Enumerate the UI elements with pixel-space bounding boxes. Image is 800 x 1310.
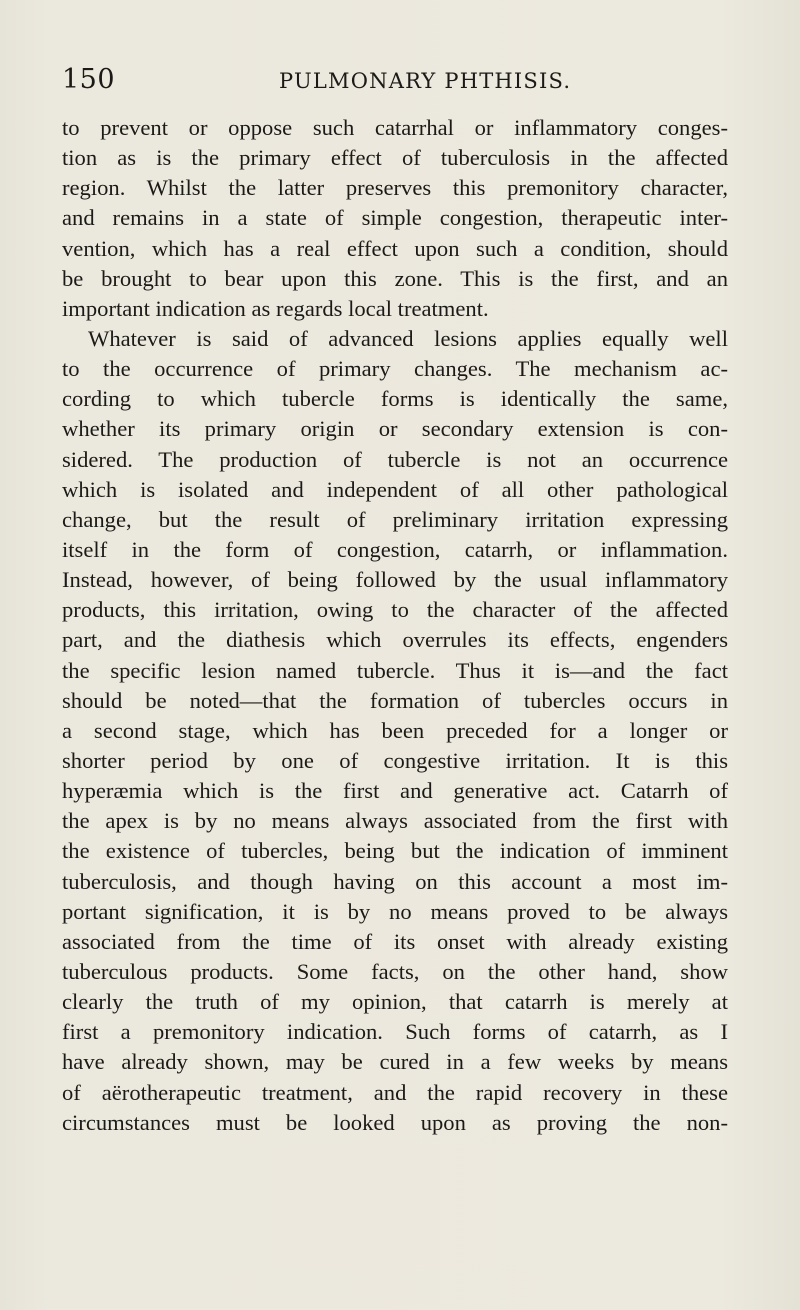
text-line: tuberculosis, and though having on this account a most im- [62, 868, 728, 894]
text-line: to the occurrence of primary changes. The mechanism ac- [62, 356, 728, 382]
text-line: products, this irritation, owing to the character of the affected [62, 597, 728, 623]
page-number: 150 [62, 64, 116, 95]
text-line: sidered. The production of tubercle is not an occurrence [62, 446, 728, 472]
text-line: itself in the form of congestion, catarrh, or inflammation. [62, 536, 728, 562]
text-line: region. Whilst the latter preserves this premonitory character, [62, 175, 728, 201]
text-line: hyperæmia which is the first and generative act. Catarrh of [62, 778, 728, 804]
running-head [62, 64, 722, 96]
text-line: should be noted—that the formation of tubercles occurs in [62, 687, 728, 713]
text-line: to prevent or oppose such catarrhal or inflammatory conges- [62, 115, 728, 140]
text-line: the apex is by no means always associated from the first with [62, 808, 728, 834]
text-line: and remains in a state of simple congestion, therapeutic inter- [62, 205, 728, 231]
text-line: the specific lesion named tubercle. Thus it is—and the fact [62, 657, 728, 683]
text-line: be brought to bear upon this zone. This is the first, and an [62, 265, 728, 291]
text-line: of aërotherapeutic treatment, and the rapid recovery in these [62, 1079, 728, 1105]
text-line: first a premonitory indication. Such forms of catarrh, as I [62, 1019, 728, 1045]
text-line: shorter period by one of congestive irritation. It is this [62, 747, 728, 773]
text-line: important indication as regards local treatment. [62, 295, 489, 321]
text-line: Whatever is said of advanced lesions applies equally well [88, 325, 728, 351]
text-line: Instead, however, of being followed by the usual inflammatory [62, 567, 728, 593]
text-line: clearly the truth of my opinion, that catarrh is merely at [62, 989, 728, 1015]
running-title: PULMONARY PHTHISIS. [279, 69, 572, 93]
text-line: have already shown, may be cured in a few weeks by means [62, 1049, 728, 1075]
text-line: whether its primary origin or secondary extension is con- [62, 416, 728, 442]
text-line: portant signification, it is by no means proved to be always [62, 898, 728, 924]
text-line: vention, which has a real effect upon such a condition, should [62, 235, 728, 261]
text-line: cording to which tubercle forms is identically the same, [62, 386, 728, 412]
text-line: circumstances must be looked upon as proving the non- [62, 1109, 728, 1135]
text-line: a second stage, which has been preceded for a longer or [62, 717, 728, 743]
text-line: the existence of tubercles, being but the indication of imminent [62, 838, 728, 864]
text-line: part, and the diathesis which overrules its effects, engenders [62, 627, 728, 653]
text-line: tion as is the primary effect of tuberculosis in the affected [62, 145, 728, 171]
text-line: associated from the time of its onset with already existing [62, 928, 728, 954]
body-text [62, 113, 728, 1138]
text-line: which is isolated and independent of all other pathological [62, 476, 728, 502]
text-line: tuberculous products. Some facts, on the other hand, show [62, 958, 728, 984]
text-line: change, but the result of preliminary irritation expressing [62, 506, 728, 532]
